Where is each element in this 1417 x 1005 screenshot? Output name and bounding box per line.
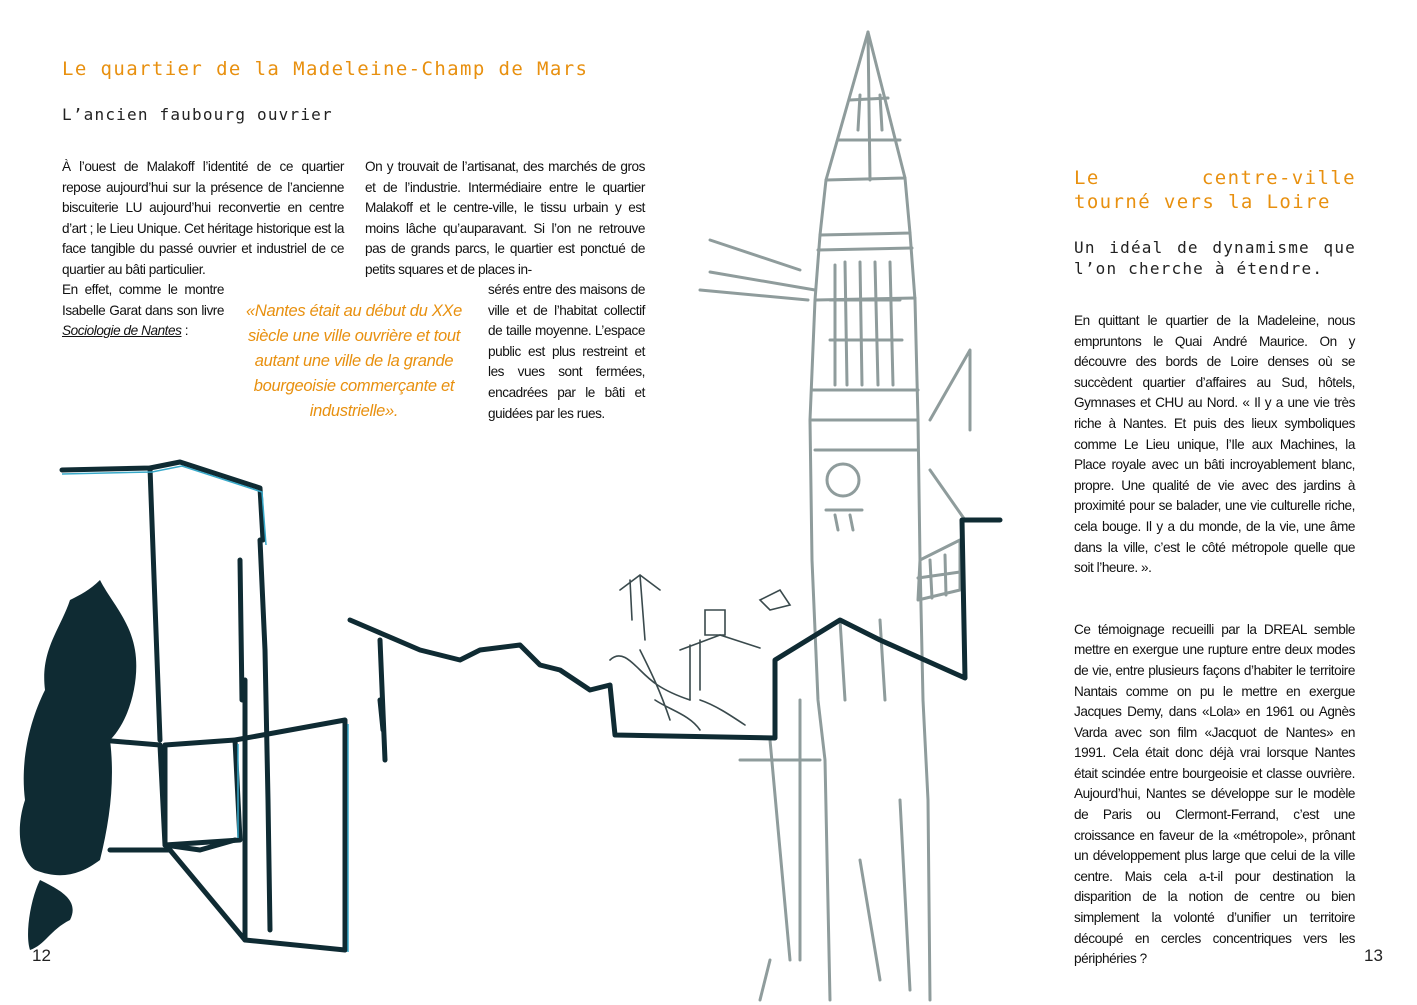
right-paragraph-1: En quittant le quartier de la Madeleine, nous empruntons le Quai André Maurice. On y découvre des bords de Loire denses où se succèdent quartier d’affaires au Sud, hôtels, Gymnases et CHU au Nord. « Il y a une vie très riche à Nantes. Et puis des lieux symboliques comme Le Lieu unique, l’Ile aux Machines, la Place royale avec un bâti incroyablement blanc, propre. Une qualité de vie avec des jardins à proximité pour se balader, une vie culturelle riche, cela bouge. Il y a du monde, de la vie, une âme dans la ville, c’est le côté métropole quelle que soit l’heure. ». [1074, 313, 1355, 576]
col1-side-suffix: : [181, 323, 189, 339]
left-column-2 [365, 157, 645, 281]
page-number-left: 12 [32, 946, 51, 965]
left-page-title: Le quartier de la Madeleine-Champ de Mars [62, 58, 589, 80]
church-tower-sketch [700, 32, 970, 1000]
left-column-1-side [62, 280, 224, 342]
left-col1-side-paragraph [62, 280, 224, 342]
left-column-1 [62, 157, 344, 281]
right-paragraph-2: Ce témoignage recueilli par la DREAL semble mettre en exergue une rupture entre deux modes de vie, entre plusieurs façons d’habiter le territoire Nantais comme on pu le mettre en exergue Jacques Demy, dans «Lola» en 1961 ou Agnès Varda avec son film «Jacquot de Nantes» en 1991. Cela était donc déjà vrai lorsque Nantes était scindée entre bourgeoisie et classe ouvrière. Aujourd’hui, Nantes se développe sur le modèle de Paris ou Clermont-Ferrand, c’est une croissance en faveur de la «métropole», prônant un développement plus large que celui de la ville centre. Mais cela a-t-il pour destination la disparition de la notion de centre ou bien simplement la volonté d’unifier un territoire découpé en cercles concentriques vers les périphéries ? [1074, 621, 1355, 967]
right-column [1074, 311, 1355, 970]
page-number-right: 13 [1364, 946, 1383, 965]
houses-trees-sketch [610, 575, 790, 730]
col1-side-prefix: En effet, comme le montre Isabelle Garat dans son livre [62, 282, 224, 318]
left-page-subtitle: L’ancien faubourg ouvrier [62, 105, 333, 124]
left-column-2-side [488, 280, 645, 424]
tree-foliage-sketch [20, 580, 136, 950]
street-buildings-sketch [62, 462, 1000, 950]
book-title: Sociologie de Nantes [62, 323, 182, 339]
left-col2-side-paragraph: sérés entre des maisons de ville et de l’habitat collectif de taille moyenne. L’espace public est plus restreint et les vues sont fermées, encadrées par le bâti et guidées par les rues. [488, 282, 645, 421]
right-page-subtitle: Un idéal de dynamisme que l’on cherche à étendre. [1074, 238, 1356, 278]
right-page-title: Le centre-ville tourné vers la Loire [1074, 167, 1356, 213]
left-col2-paragraph: On y trouvait de l’artisanat, des marchés de gros et de l’industrie. Intermédiaire entre le quartier Malakoff et le centre-ville, le tissu urbain y est moins lâche qu’auparavant. Si l’on ne retrouve pas de grands parcs, le quartier est ponctué de petits squares et de places in- [365, 159, 645, 277]
left-col1-paragraph: À l’ouest de Malakoff l’identité de ce quartier repose aujourd’hui sur la présence de l’ancienne biscuiterie LU aujourd’hui reconvertie en centre d’art ; le Lieu Unique. Cet héritage historique est la face tangible du passé ouvrier et industriel de ce quartier au bâti particulier. [62, 159, 344, 277]
pull-quote: «Nantes était au début du XXe siècle une ville ouvrière et tout autant une ville de la grande bourgeoisie commerçante et industrielle». [245, 302, 463, 420]
